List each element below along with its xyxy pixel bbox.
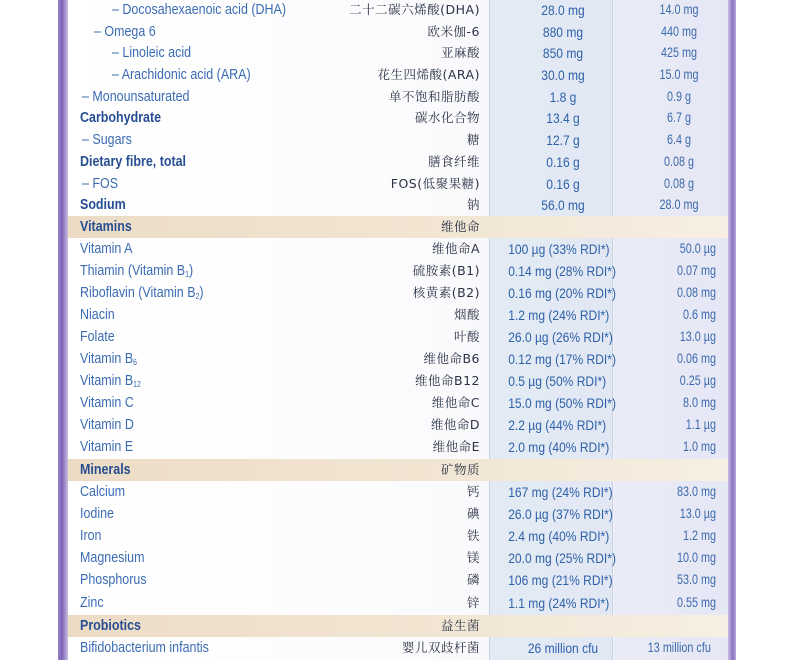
section-header-vitamins [68, 216, 728, 238]
per-100ml-value: 440 mg [660, 24, 698, 39]
per-serving-value: 26.0 µg (37% RDI*) [508, 506, 613, 522]
per-serving-value: 880 mg [542, 24, 584, 40]
per-serving-value: 1.2 mg (24% RDI*) [508, 307, 610, 323]
nutrient-name: Magnesium [80, 550, 145, 566]
per-serving-value: 0.16 mg (20% RDI*) [508, 285, 616, 301]
table-row [68, 282, 728, 304]
table-row [68, 194, 728, 216]
per-serving-value: 2.2 µg (44% RDI*) [508, 417, 607, 433]
per-serving-value: 26 million cfu [527, 640, 599, 656]
nutrient-name: Iodine [80, 506, 114, 522]
nutrient-name-chinese: 叶酸 [453, 329, 480, 344]
per-100ml-value: 0.6 mg [682, 307, 716, 322]
table-row [68, 260, 728, 282]
per-100ml-value: 425 mg [660, 45, 698, 60]
nutrient-name: Carbohydrate [80, 110, 162, 126]
nutrient-name: Folate [80, 329, 115, 345]
nutrient-name: – FOS [82, 176, 119, 192]
per-serving-value: 20.0 mg (25% RDI*) [508, 550, 616, 566]
nutrient-name-chinese: 钙 [466, 484, 480, 499]
nutrient-name: Calcium [80, 484, 126, 500]
per-100ml-value: 0.08 mg [676, 285, 716, 300]
nutrient-name-chinese: 硫胺素(B1) [412, 263, 480, 278]
section-header-minerals [68, 459, 728, 481]
per-100ml-value: 0.55 mg [676, 595, 716, 610]
per-serving-value: 13.4 g [546, 110, 580, 126]
nutrient-name: – Arachidonic acid (ARA) [112, 67, 251, 83]
nutrient-name: Thiamin (Vitamin $B_1$) [80, 263, 194, 279]
section-title: Minerals [80, 462, 131, 478]
table-row [68, 481, 728, 503]
table-row [68, 0, 728, 21]
per-100ml-value: 6.4 g [666, 132, 692, 147]
per-serving-value: 0.14 mg (28% RDI*) [508, 263, 616, 279]
nutrient-name-chinese: 花生四烯酸(ARA) [377, 67, 480, 82]
section-title-chinese: 维他命 [440, 219, 480, 234]
nutrient-name-chinese: 糖 [466, 132, 480, 147]
nutrient-name: Phosphorus [80, 572, 147, 588]
nutrient-name-chinese: 磷 [466, 572, 480, 587]
nutrient-name: – Omega 6 [94, 24, 156, 40]
nutrient-name-chinese: 镁 [466, 550, 480, 565]
per-100ml-value: 13 million cfu [647, 640, 711, 655]
table-row [68, 21, 728, 43]
table-row [68, 64, 728, 86]
per-100ml-value: 50.0 µg [679, 241, 716, 256]
table-row [68, 547, 728, 569]
nutrient-name: Riboflavin (Vitamin $B_2$) [80, 285, 204, 301]
package-frame-left [58, 0, 68, 660]
nutrient-name: Zinc [80, 595, 104, 611]
nutrient-name-chinese: 亚麻酸 [440, 45, 480, 60]
nutrient-name: Sodium [80, 197, 126, 213]
table-row [68, 326, 728, 348]
nutrient-name: – Docosahexaenoic acid (DHA) [112, 2, 286, 18]
per-serving-value: 1.8 g [549, 89, 577, 105]
table-row [68, 129, 728, 151]
nutrient-name-chinese: 维他命C [431, 395, 480, 410]
nutrient-name: Niacin [80, 307, 115, 323]
table-row [68, 592, 728, 614]
per-100ml-value: 0.08 g [663, 154, 695, 169]
per-100ml-value: 6.7 g [666, 110, 692, 125]
nutrient-name-chinese: 欧米伽-6 [427, 24, 480, 39]
nutrient-name: Vitamin $B_6$ [80, 351, 137, 367]
per-100ml-value: 0.07 mg [676, 263, 716, 278]
nutrient-name-chinese: 铁 [466, 528, 480, 543]
per-100ml-value: 1.0 mg [682, 439, 716, 454]
section-title: Vitamins [80, 219, 132, 235]
nutrient-name: Vitamin A [80, 241, 133, 257]
table-row [68, 238, 728, 260]
nutrient-name: Iron [80, 528, 102, 544]
section-header-probiotics [68, 615, 728, 637]
section-title-chinese: 矿物质 [440, 462, 480, 477]
per-100ml-value: 28.0 mg [659, 197, 699, 212]
per-serving-value: 850 mg [542, 45, 584, 61]
table-row [68, 370, 728, 392]
nutrient-name-chinese: 钠 [466, 197, 480, 212]
per-100ml-value: 0.06 mg [676, 351, 716, 366]
table-row [68, 86, 728, 108]
per-serving-value: 28.0 mg [541, 2, 585, 18]
table-row [68, 637, 728, 659]
per-serving-value: 0.16 g [546, 154, 580, 170]
per-100ml-value: 10.0 mg [676, 550, 716, 565]
per-serving-value: 15.0 mg (50% RDI*) [508, 395, 616, 411]
table-row [68, 525, 728, 547]
per-100ml-value: 13.0 µg [679, 506, 716, 521]
table-row [68, 503, 728, 525]
table-row [68, 436, 728, 458]
nutrient-name-chinese: 单不饱和脂肪酸 [388, 89, 480, 104]
nutrient-name-chinese: 维他命E [432, 439, 480, 454]
nutrient-name-chinese: 碘 [466, 506, 480, 521]
per-serving-value: 12.7 g [546, 132, 580, 148]
per-100ml-value: 8.0 mg [682, 395, 716, 410]
nutrient-name-chinese: 锌 [466, 595, 480, 610]
nutrient-name-chinese: 碳水化合物 [414, 110, 480, 125]
per-serving-value: 0.16 g [546, 176, 580, 192]
per-100ml-value: 0.08 g [663, 176, 695, 191]
nutrient-name-chinese: 烟酸 [453, 307, 480, 322]
per-100ml-value: 14.0 mg [659, 2, 699, 17]
table-row [68, 151, 728, 173]
per-serving-value: 1.1 mg (24% RDI*) [508, 595, 610, 611]
package-frame-right [728, 0, 736, 660]
nutrient-name: – Linoleic acid [112, 45, 192, 61]
per-100ml-value: 0.9 g [666, 89, 692, 104]
nutrient-name-chinese: 维他命B6 [423, 351, 480, 366]
table-row [68, 414, 728, 436]
table-row [68, 173, 728, 195]
nutrient-name: Dietary fibre, total [80, 154, 187, 170]
per-100ml-value: 15.0 mg [659, 67, 699, 82]
per-serving-value: 2.0 mg (40% RDI*) [508, 439, 610, 455]
per-100ml-value: 0.25 µg [679, 373, 716, 388]
per-serving-value: 167 mg (24% RDI*) [508, 484, 613, 500]
per-100ml-value: 53.0 mg [676, 572, 716, 587]
nutrient-name: Vitamin D [80, 417, 134, 433]
nutrient-name-chinese: 二十二碳六烯酸(DHA) [349, 2, 480, 17]
nutrient-name: – Sugars [82, 132, 132, 148]
per-serving-value: 0.5 µg (50% RDI*) [508, 373, 607, 389]
table-row [68, 304, 728, 326]
nutrient-name-chinese: 膳食纤维 [427, 154, 480, 169]
table-row [68, 569, 728, 591]
nutrient-name: Vitamin C [80, 395, 134, 411]
nutrient-name-chinese: 维他命D [430, 417, 480, 432]
per-100ml-value: 83.0 mg [676, 484, 716, 499]
section-title: Probiotics [80, 618, 141, 634]
per-serving-value: 30.0 mg [541, 67, 585, 83]
per-serving-value: 56.0 mg [541, 197, 585, 213]
section-title-chinese: 益生菌 [440, 618, 480, 633]
nutrient-name: Bifidobacterium infantis [80, 640, 209, 656]
per-serving-value: 26.0 µg (26% RDI*) [508, 329, 613, 345]
nutrient-name-chinese: FOS(低聚果糖) [390, 176, 480, 191]
per-serving-value: 106 mg (21% RDI*) [508, 572, 613, 588]
nutrient-name: – Monounsaturated [82, 89, 190, 105]
table-row [68, 392, 728, 414]
per-100ml-value: 1.2 mg [682, 528, 716, 543]
nutrient-name-chinese: 维他命A [431, 241, 480, 256]
nutrient-name: Vitamin $B_{12}$ [80, 373, 141, 389]
nutrient-name: Vitamin E [80, 439, 134, 455]
table-row [68, 107, 728, 129]
per-serving-value: 100 µg (33% RDI*) [508, 241, 610, 257]
nutrient-name-chinese: 核黄素(B2) [412, 285, 480, 300]
table-row [68, 348, 728, 370]
per-serving-value: 0.12 mg (17% RDI*) [508, 351, 616, 367]
table-row [68, 42, 728, 64]
nutrient-name-chinese: 维他命B12 [415, 373, 480, 388]
per-100ml-value: 13.0 µg [679, 329, 716, 344]
nutrient-name-chinese: 婴儿双歧杆菌 [401, 640, 480, 655]
per-100ml-value: 1.1 µg [685, 417, 716, 432]
per-serving-value: 2.4 mg (40% RDI*) [508, 528, 610, 544]
